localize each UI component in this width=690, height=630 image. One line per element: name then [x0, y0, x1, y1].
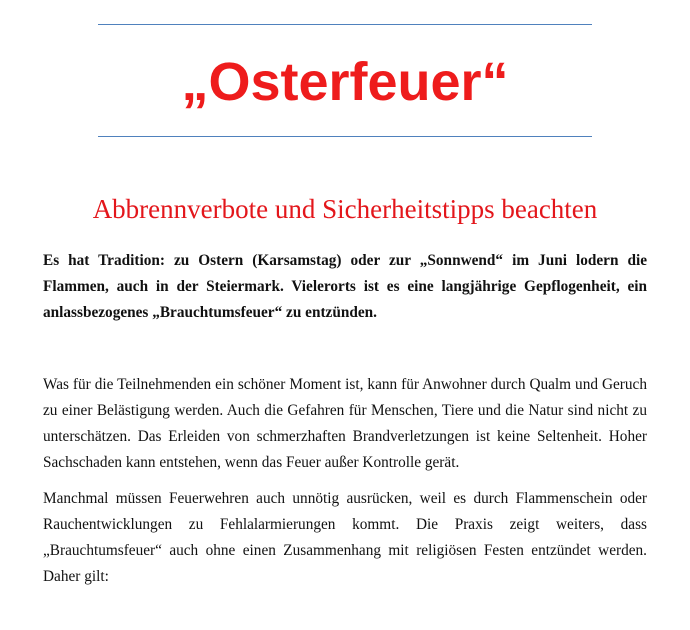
lead-paragraph: Es hat Tradition: zu Ostern (Karsamstag) oder zur „Sonnwend“ im Juni lodern die Flammen, auch in der Steiermark. Vielerorts ist es eine langjährige Gepflogenheit, ein anlassbezogenes „Brauchtumsfeuer“ zu entzünden.	[43, 252, 647, 321]
document-subtitle: Abbrennverbote und Sicherheitstipps beachten	[92, 194, 598, 224]
body-paragraph-1: Was für die Teilnehmenden ein schöner Moment ist, kann für Anwohner durch Qualm und Geruch zu einer Belästigung werden. Auch die Gefahren für Menschen, Tiere und die Natur sind nicht zu unterschätzen. Das Erleiden von schmerzhaften Brandverletzungen ist keine Seltenheit. Hoher Sachschaden kann entstehen, wenn das Feuer außer Kontrolle gerät.	[43, 376, 647, 471]
document-title: „Osterfeuer“	[181, 52, 509, 112]
title-rule-bottom	[98, 136, 592, 137]
title-rule-top	[98, 24, 592, 25]
body-paragraph-2: Manchmal müssen Feuerwehren auch unnötig ausrücken, weil es durch Flammenschein oder Rauchentwicklungen zu Fehlalarmierungen kommt. Die Praxis zeigt weiters, dass „Brauchtumsfeuer“ auch ohne einen Zusammenhang mit religiösen Festen entzündet werden. Daher gilt:	[43, 490, 647, 585]
